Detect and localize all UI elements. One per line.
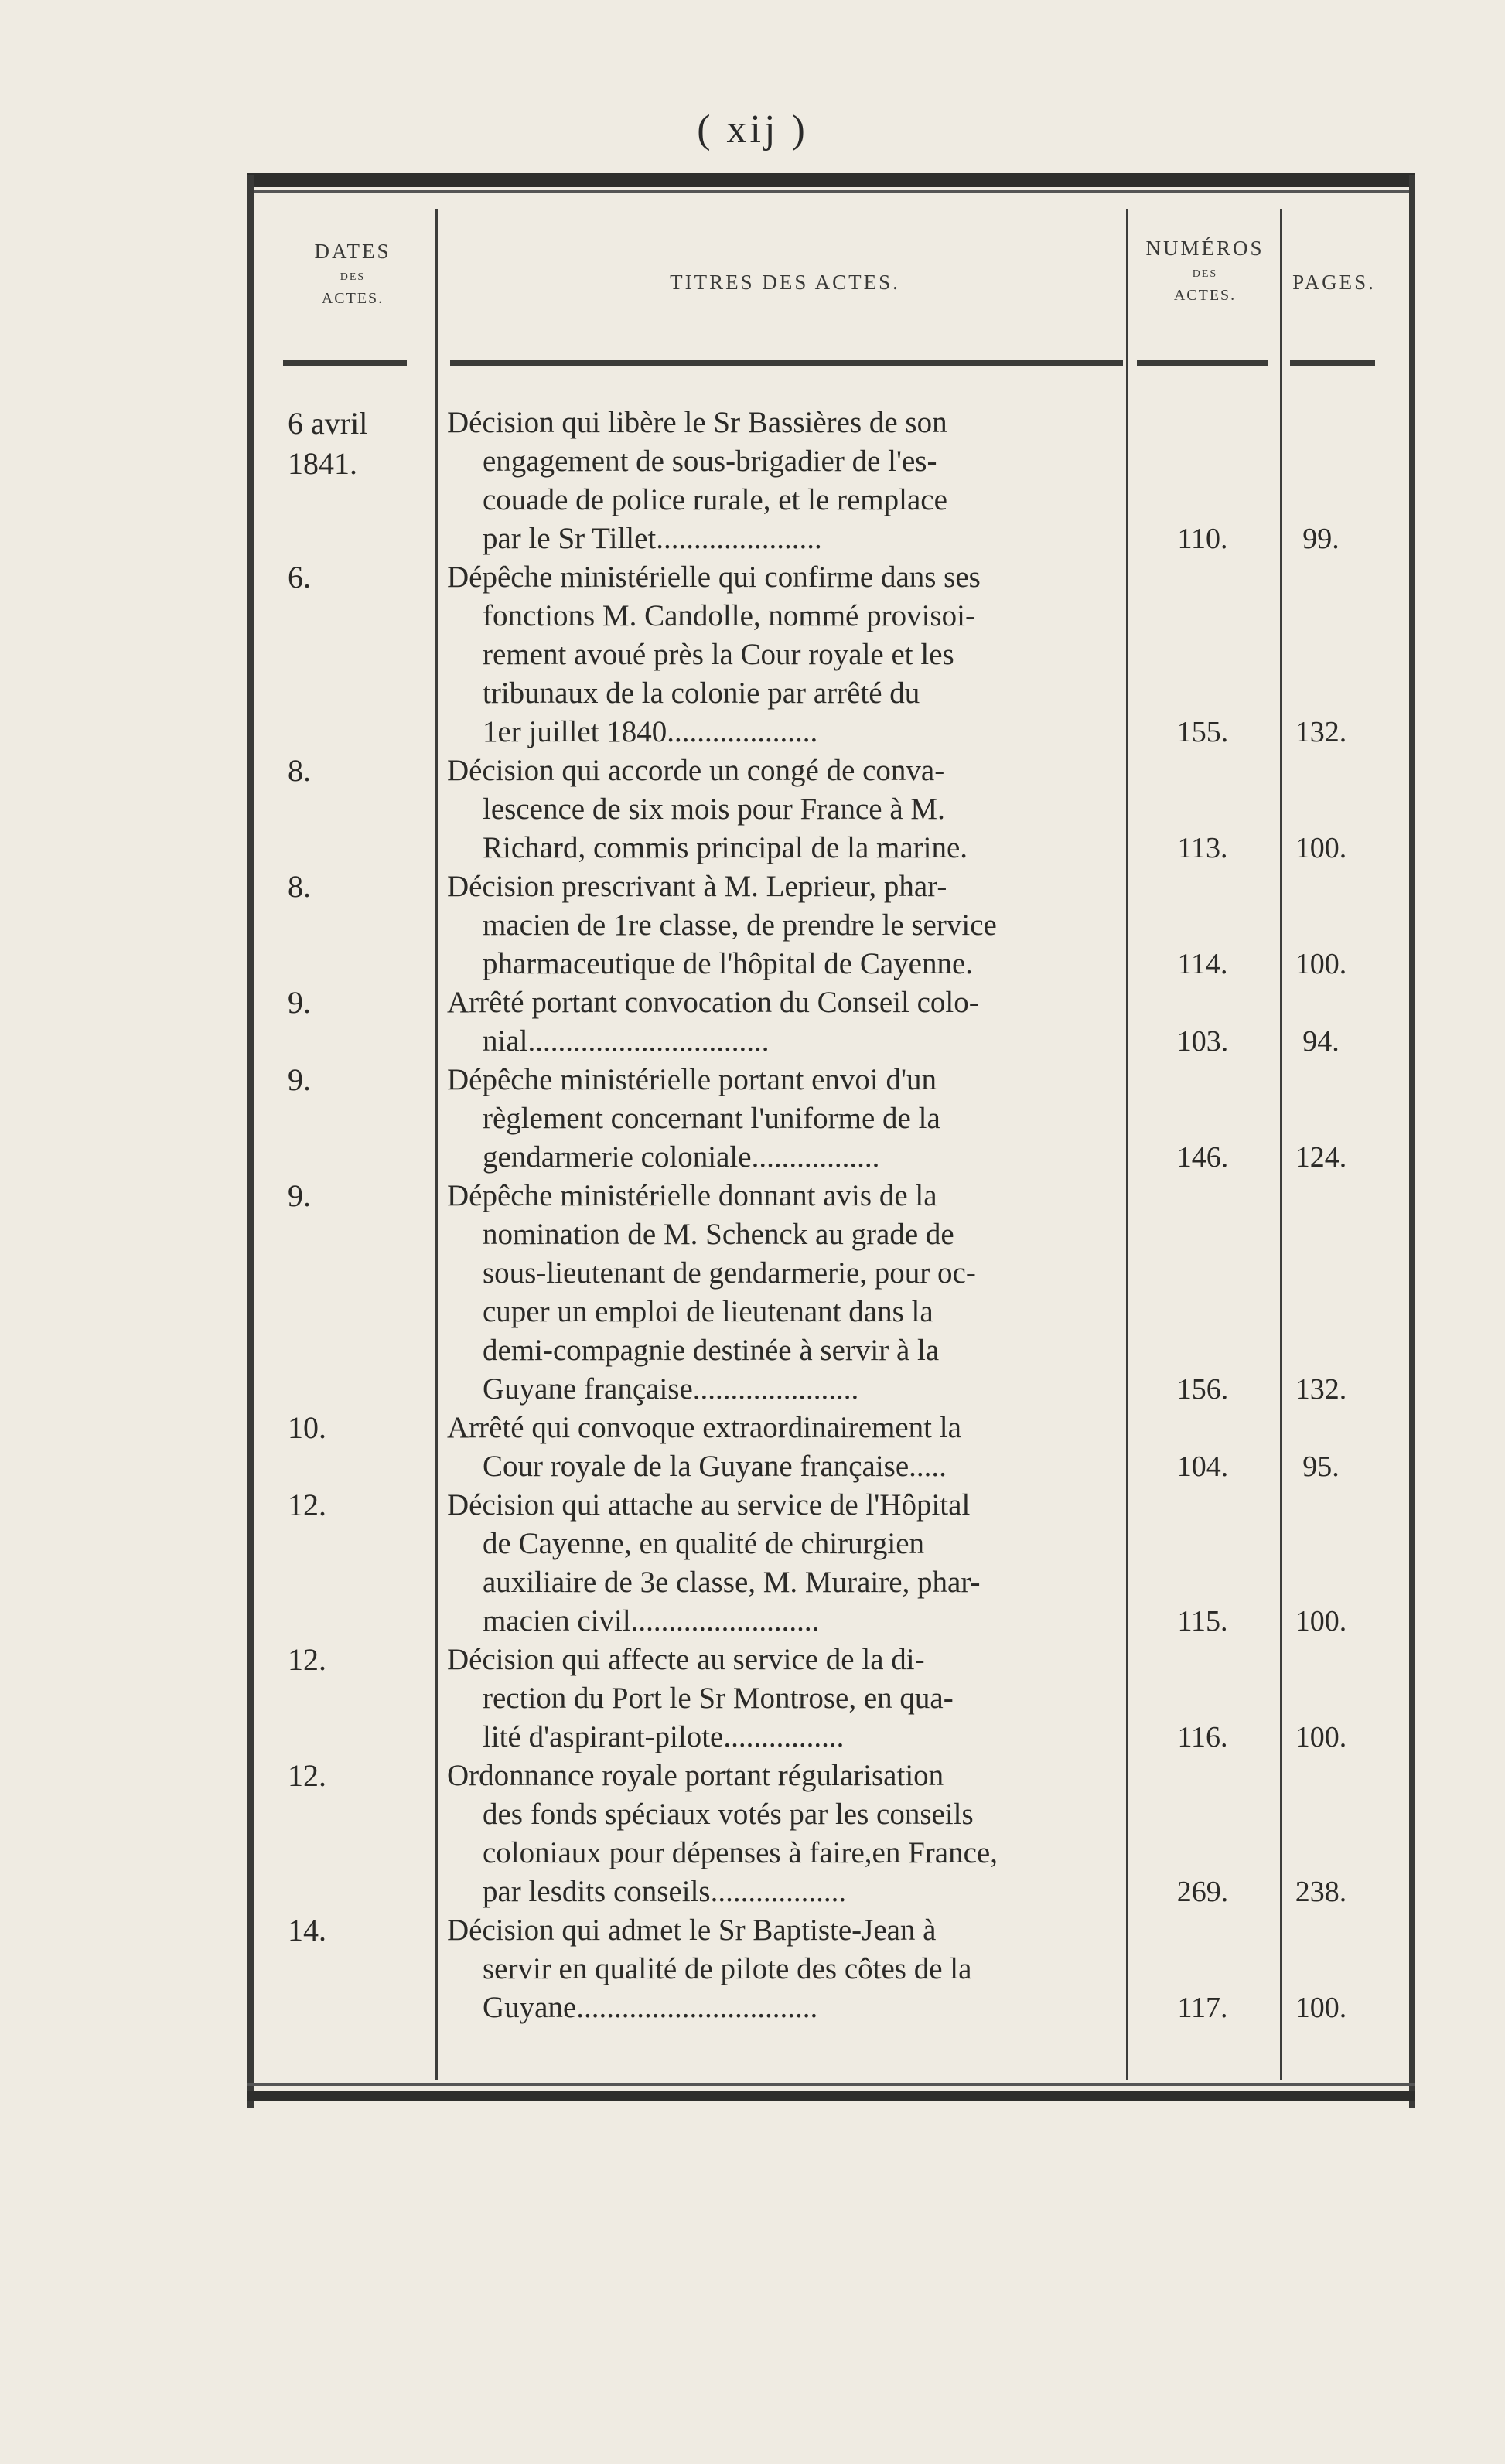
entry-date: 10. (288, 1410, 326, 1445)
entry-page: 99. (1302, 523, 1339, 555)
entry-date: 9. (288, 1062, 311, 1097)
entry-numero: 103. (1176, 1025, 1229, 1058)
entry-date: 6 avril 1841. (288, 406, 368, 481)
entry-title-line: Ordonnance royale portant régularisation (447, 1759, 944, 1792)
header-pages: PAGES. (1292, 271, 1376, 294)
header-numeros-line3: ACTES. (1173, 287, 1237, 304)
page-folio: ( xij ) (697, 107, 808, 152)
entry-title-line: 1er juillet 1840.................... (483, 715, 818, 748)
entry-title-line: lité d'aspirant-pilote................ (483, 1720, 845, 1753)
header-rule-pages (1290, 360, 1375, 366)
header-dates-line3: ACTES. (321, 290, 384, 307)
entry-title (447, 1486, 1121, 1641)
entry-date: 8. (288, 869, 311, 904)
entry-title-line: Décision prescrivant à M. Leprieur, phar- (447, 870, 947, 903)
entry-numero: 117. (1177, 1992, 1228, 2024)
header-dates-line2: des (340, 267, 366, 284)
entry-title-line: rement avoué près la Cour royale et les (483, 638, 954, 671)
entry-numero: 155. (1176, 716, 1229, 748)
entry-numero: 114. (1177, 948, 1228, 980)
entry-title-line: servir en qualité de pilote des côtes de la (483, 1952, 972, 1985)
entry-page: 132. (1295, 1373, 1347, 1406)
entry-title-line: des fonds spéciaux votés par les conseils (483, 1798, 974, 1831)
entry-date: 14. (288, 1913, 326, 1948)
entry-title-line: coloniaux pour dépenses à faire,en France, (483, 1836, 998, 1869)
entry-title-line: nial................................ (483, 1024, 770, 1058)
bottom-rule (247, 2091, 1415, 2101)
entry-numero: 116. (1177, 1721, 1228, 1753)
entry-date: 9. (288, 1178, 311, 1213)
entry-title-line: Dépêche ministérielle qui confirme dans ses (447, 561, 981, 594)
entry-title (447, 751, 1121, 867)
entry-page: 100. (1295, 1992, 1347, 2024)
entry-numero: 113. (1177, 832, 1228, 864)
entry-numero: 110. (1177, 523, 1228, 555)
header-rule-dates (283, 360, 407, 366)
entry-title-line: gendarmerie coloniale................. (483, 1140, 880, 1174)
entry-title-line: Décision qui admet le Sr Baptiste-Jean à (447, 1914, 937, 1947)
header-dates-line1: DATES (314, 240, 391, 263)
header-titres: TITRES DES ACTES. (670, 271, 900, 294)
header-rule-titres (450, 360, 1123, 366)
entry-numero: 115. (1177, 1605, 1228, 1638)
col-divider-titres (1126, 209, 1128, 2080)
entry-title (447, 983, 1121, 1061)
entry-title (447, 1757, 1121, 1911)
entry-title (447, 1911, 1121, 2027)
entry-title-line: Décision qui libère le Sr Bassières de son (447, 406, 947, 439)
entry-title (447, 1409, 1121, 1486)
col-divider-dates (435, 209, 438, 2080)
entry-title-line: Décision qui accorde un congé de conva- (447, 754, 945, 787)
entry-title-line: par lesdits conseils.................. (483, 1875, 847, 1908)
entry-page: 100. (1295, 832, 1347, 864)
entry-title-line: tribunaux de la colonie par arrêté du (483, 676, 920, 710)
entry-numero: 146. (1176, 1141, 1229, 1174)
entry-page: 124. (1295, 1141, 1347, 1174)
entry-numero: 156. (1176, 1373, 1229, 1406)
entry-title-line: Arrêté qui convoque extraordinairement la (447, 1411, 961, 1444)
header-dates (291, 240, 415, 310)
entry-title-line: sous-lieutenant de gendarmerie, pour oc- (483, 1256, 976, 1290)
entry-numero: 104. (1176, 1450, 1229, 1483)
entry-title (447, 1641, 1121, 1757)
entry-title (447, 1061, 1121, 1177)
entry-title-line: auxiliaire de 3e classe, M. Muraire, phar- (483, 1566, 981, 1599)
entry-title-line: nomination de M. Schenck au grade de (483, 1218, 954, 1251)
entry-title (447, 558, 1121, 751)
entry-title-line: Guyane................................ (483, 1991, 818, 2024)
entry-date: 12. (288, 1488, 326, 1522)
entry-date: 6. (288, 560, 311, 595)
entry-date: 12. (288, 1642, 326, 1677)
entry-page: 132. (1295, 716, 1347, 748)
entry-title-line: Cour royale de la Guyane française..... (483, 1450, 947, 1483)
entry-page: 100. (1295, 1721, 1347, 1753)
bottom-rule-thin (247, 2083, 1415, 2086)
entry-title-line: cuper un emploi de lieutenant dans la (483, 1295, 933, 1328)
entry-title-line: Arrêté portant convocation du Conseil colo- (447, 986, 979, 1019)
entry-page: 95. (1302, 1450, 1339, 1483)
entry-page: 100. (1295, 1605, 1347, 1638)
header-numeros-line1: NUMÉROS (1145, 237, 1264, 260)
entry-date: 8. (288, 753, 311, 788)
entry-title-line: Décision qui attache au service de l'Hôpital (447, 1488, 971, 1522)
entry-title-line: macien civil......................... (483, 1604, 820, 1638)
entry-title-line: pharmaceutique de l'hôpital de Cayenne. (483, 947, 974, 980)
entry-title-line: fonctions M. Candolle, nommé provisoi- (483, 599, 975, 632)
entry-title-line: lescence de six mois pour France à M. (483, 792, 945, 826)
entry-date: 9. (288, 985, 311, 1020)
entry-title-line: macien de 1re classe, de prendre le service (483, 908, 997, 942)
entry-title-line: engagement de sous-brigadier de l'es- (483, 445, 937, 478)
header-rule-numeros (1137, 360, 1268, 366)
entry-title-line: rection du Port le Sr Montrose, en qua- (483, 1682, 954, 1715)
entry-numero: 269. (1176, 1876, 1229, 1908)
entry-page: 100. (1295, 948, 1347, 980)
entry-title (447, 404, 1121, 558)
entry-title-line: de Cayenne, en qualité de chirurgien (483, 1527, 925, 1560)
entry-title-line: couade de police rurale, et le remplace (483, 483, 947, 516)
entry-page: 94. (1302, 1025, 1339, 1058)
entry-title-line: par le Sr Tillet...................... (483, 522, 822, 555)
entry-date: 12. (288, 1758, 326, 1793)
header-numeros (1134, 237, 1276, 307)
entry-page: 238. (1295, 1876, 1347, 1908)
entry-title-line: Décision qui affecte au service de la di- (447, 1643, 925, 1676)
entry-title-line: Guyane française...................... (483, 1372, 859, 1406)
entry-title (447, 1177, 1121, 1409)
entry-title-line: Richard, commis principal de la marine. (483, 831, 968, 864)
header-numeros-line2: des (1192, 264, 1218, 281)
entry-title (447, 867, 1121, 983)
entry-title-line: règlement concernant l'uniforme de la (483, 1102, 940, 1135)
entry-title-line: Dépêche ministérielle donnant avis de la (447, 1179, 937, 1212)
entry-title-line: Dépêche ministérielle portant envoi d'un (447, 1063, 937, 1096)
entry-title-line: demi-compagnie destinée à servir à la (483, 1334, 940, 1367)
